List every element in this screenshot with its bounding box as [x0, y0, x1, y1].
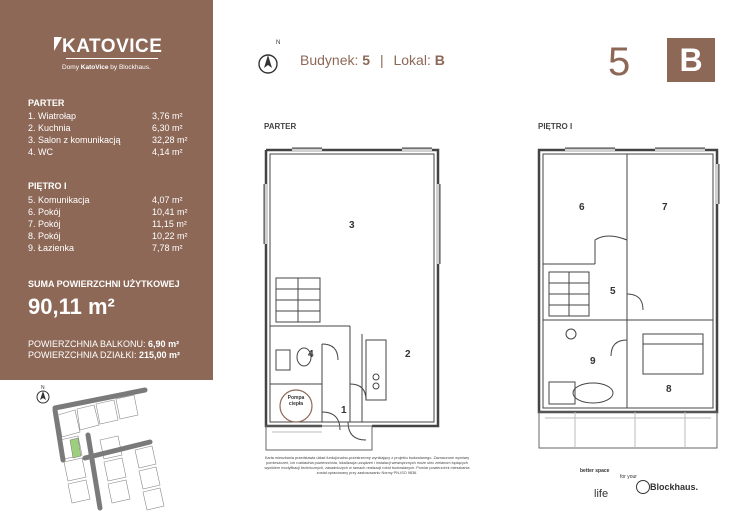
heat-pump-label: Pompa ciepła: [287, 395, 305, 407]
room-number: 4: [308, 349, 314, 360]
floor-plan-pietro: [535, 144, 725, 454]
better-space-tagline: better space for your: [580, 468, 637, 480]
site-compass-icon: [37, 391, 49, 403]
sidebar-panel: KATOVICE Domy KatoVice by Blockhaus. PARTER 1. Wiatrołap 3,76 m² 2. Kuchnia 6,30 m² 3. Salon z komunikacją 32,28 m² 4. WC 4,14 m² PIĘTRO I 5. Komunikacja 4,07 m² 6. Pokój 10,41 m² 7. Pokój 11,15 m² 8. Pokój 10,22 m² 9. Łazienka 7,78 m² SUMA POWIERZCHNI UŻYTKOWEJ 90,11 m² POWIERZCHNIA BALKONU: 6,90 m² POWIERZCHNIA DZIAŁKI: 215,00 m²: [0, 0, 213, 380]
plan-label-parter: PARTER: [264, 122, 297, 131]
unit-letter-badge: B: [667, 38, 715, 82]
unit-number: 5: [608, 40, 631, 84]
room-number: 9: [590, 356, 596, 367]
balcony-area: POWIERZCHNIA BALKONU: 6,90 m²: [28, 339, 180, 349]
logo-underline: [66, 58, 158, 59]
brand-logo: KATOVICE: [62, 36, 163, 57]
disclaimer-text: Karta mieszkania przedstawia układ funkcjonalno-przestrzenny wynikający z projektu budowlanego. Zaznaczone wymiary pomieszczeń, ich rozkładnia powierzchnia, lokalizacja urządzeń i instalacji wewnętrznych może ulec zmianom będących wynikiem modyfikacji technicznych, zasadniczych w ramach realizacji robót budowlanych. Pomiar powierzchni mieszkania został opracowany przy zastosowaniu Normy PN-ISO 9836.: [264, 456, 470, 475]
floor-title-pietro: PIĘTRO I: [28, 181, 67, 191]
floor-title-parter: PARTER: [28, 98, 65, 108]
room-number: 7: [662, 202, 668, 213]
blockhaus-brand: Blockhaus.: [650, 482, 699, 492]
room-number: 1: [341, 405, 347, 416]
plan-label-pietro: PIĘTRO I: [538, 122, 573, 131]
room-number: 3: [349, 220, 355, 231]
brand-tagline: Domy KatoVice by Blockhaus.: [62, 64, 151, 71]
room-number: 5: [610, 286, 616, 297]
site-plan-map: [0, 380, 213, 530]
room-number: 2: [405, 349, 411, 360]
blockhaus-logo-icon: [636, 480, 650, 494]
summary-value: 90,11 m²: [28, 294, 115, 319]
floor-plan-parter: [262, 144, 442, 454]
plot-area: POWIERZCHNIA DZIAŁKI: 215,00 m²: [28, 350, 181, 360]
room-number: 8: [666, 384, 672, 395]
north-label: N: [276, 40, 281, 46]
life-text: life: [594, 488, 609, 500]
building-info: Budynek: 5 | Lokal: B: [300, 52, 445, 68]
site-north-label: N: [41, 385, 45, 391]
summary-title: SUMA POWIERZCHNI UŻYTKOWEJ: [28, 279, 180, 289]
room-number: 6: [579, 202, 585, 213]
compass-icon: [256, 48, 280, 76]
